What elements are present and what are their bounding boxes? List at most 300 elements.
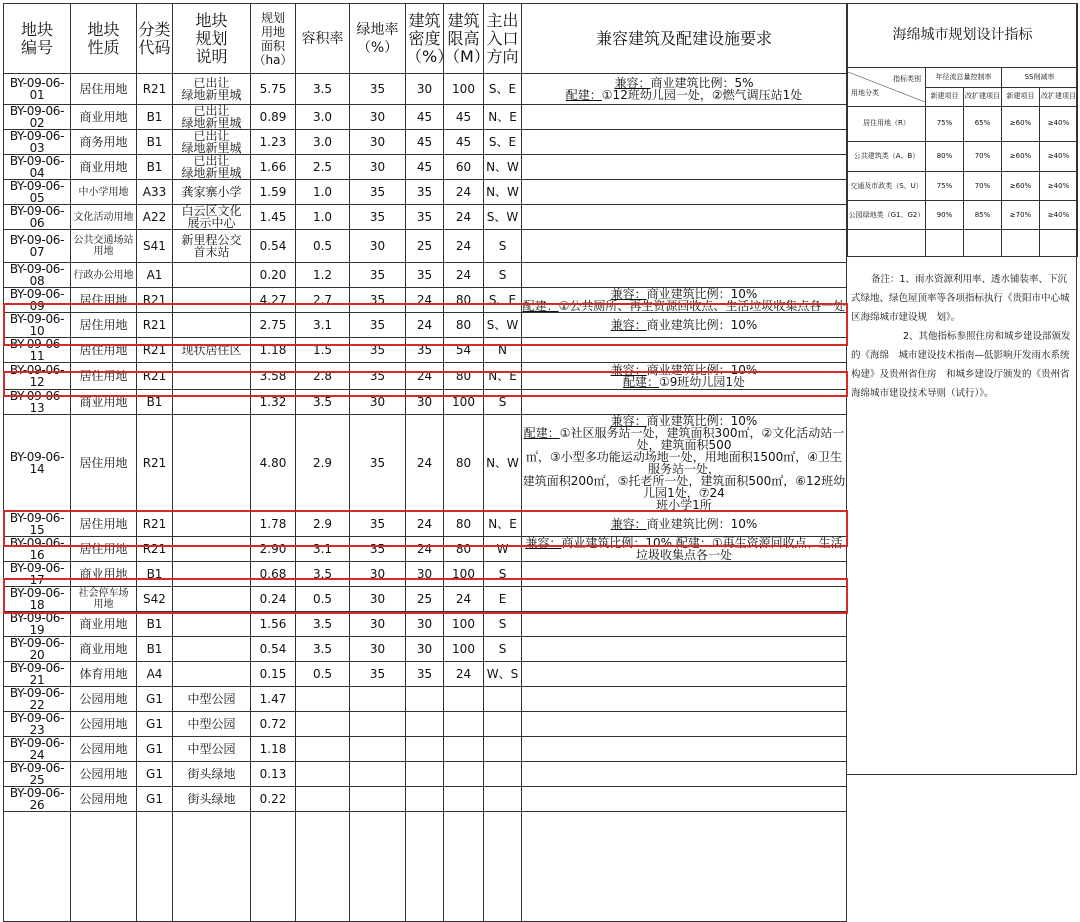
header-green: 绿地率 （%） bbox=[350, 4, 406, 74]
green-ratio: 35 bbox=[350, 363, 406, 390]
height-limit: 24 bbox=[444, 263, 484, 288]
floor-area-ratio: 3.1 bbox=[296, 537, 350, 562]
requirements-cell bbox=[522, 180, 847, 205]
entrance-direction: S bbox=[484, 230, 522, 263]
floor-area-ratio: 0.5 bbox=[296, 587, 350, 612]
entrance-direction bbox=[484, 762, 522, 787]
land-area: 1.23 bbox=[251, 130, 296, 155]
land-nature: 居住用地 bbox=[71, 288, 137, 313]
sub-header: 新建项目 bbox=[926, 87, 964, 106]
land-nature: 公园用地 bbox=[71, 787, 137, 812]
building-density: 25 bbox=[406, 587, 444, 612]
parcel-code: BY-09-06-01 bbox=[4, 74, 71, 105]
parcel-code: BY-09-06-09 bbox=[4, 288, 71, 313]
height-limit bbox=[444, 712, 484, 737]
height-limit: 24 bbox=[444, 230, 484, 263]
land-area: 0.15 bbox=[251, 662, 296, 687]
requirement-line: 兼容：商业建筑比例：10% bbox=[610, 287, 758, 301]
parcel-code: BY-09-06-06 bbox=[4, 205, 71, 230]
plan-description bbox=[173, 313, 251, 338]
requirements-cell bbox=[522, 338, 847, 363]
requirements-cell bbox=[522, 562, 847, 587]
sponge-empty-cell bbox=[964, 229, 1002, 256]
green-ratio bbox=[350, 712, 406, 737]
parcel-code: BY-09-06-22 bbox=[4, 687, 71, 712]
table-row bbox=[4, 787, 847, 812]
sponge-cell: 85% bbox=[964, 201, 1002, 229]
plan-description bbox=[173, 537, 251, 562]
floor-area-ratio: 2.8 bbox=[296, 363, 350, 390]
plan-description: 已出让 绿地新里城 bbox=[173, 74, 251, 105]
floor-area-ratio: 2.9 bbox=[296, 415, 350, 512]
floor-area-ratio: 3.5 bbox=[296, 612, 350, 637]
requirements-cell bbox=[522, 313, 847, 338]
class-code: G1 bbox=[137, 687, 173, 712]
header-height: 建筑 限高 （M） bbox=[444, 4, 484, 74]
land-nature: 居住用地 bbox=[71, 313, 137, 338]
land-area: 0.13 bbox=[251, 762, 296, 787]
empty-row bbox=[4, 812, 847, 922]
table-row bbox=[4, 288, 847, 313]
floor-area-ratio bbox=[296, 687, 350, 712]
sponge-cell: ≥60% bbox=[1002, 171, 1040, 200]
empty-cell bbox=[173, 812, 251, 922]
land-area: 1.18 bbox=[251, 338, 296, 363]
requirement-line: 兼容：商业建筑比例：10% bbox=[610, 414, 758, 428]
green-ratio: 35 bbox=[350, 180, 406, 205]
table-row bbox=[4, 537, 847, 562]
floor-area-ratio: 1.0 bbox=[296, 205, 350, 230]
sponge-cell: 70% bbox=[964, 171, 1002, 200]
plan-description bbox=[173, 612, 251, 637]
requirement-line: 兼容：商业建筑比例：10% 配建：①再生资源回收点、生活垃圾收集点各一处 bbox=[525, 536, 843, 562]
note-paragraph-2: 2、其他指标参照住房和城乡建设部颁发的《海绵 城市建设技术指南—低影响开发雨水系统构建》及贵州省住房 和城乡建设厅颁发的《贵州省海绵城市建设技术导则（试行）》。 bbox=[851, 331, 1071, 399]
class-code: R21 bbox=[137, 313, 173, 338]
land-area: 0.22 bbox=[251, 787, 296, 812]
table-header-row bbox=[4, 4, 847, 74]
sponge-cell: ≥40% bbox=[1040, 141, 1078, 171]
class-code: B1 bbox=[137, 562, 173, 587]
land-area: 1.18 bbox=[251, 737, 296, 762]
entrance-direction: N、E bbox=[484, 512, 522, 537]
class-code: B1 bbox=[137, 637, 173, 662]
building-density: 45 bbox=[406, 130, 444, 155]
land-nature: 商业用地 bbox=[71, 155, 137, 180]
land-area: 4.80 bbox=[251, 415, 296, 512]
table-row bbox=[4, 415, 847, 512]
land-area: 1.47 bbox=[251, 687, 296, 712]
plan-description: 中型公园 bbox=[173, 737, 251, 762]
green-ratio: 35 bbox=[350, 288, 406, 313]
land-nature: 公园用地 bbox=[71, 712, 137, 737]
land-nature: 居住用地 bbox=[71, 338, 137, 363]
class-code: B1 bbox=[137, 612, 173, 637]
diag-bottom-label: 用地分类 bbox=[851, 88, 879, 97]
parcel-code: BY-09-06-11 bbox=[4, 338, 71, 363]
sponge-row-name: 公园绿地类（G1、G2） bbox=[848, 201, 926, 229]
height-limit: 24 bbox=[444, 587, 484, 612]
note-paragraph-1: 备注：1、雨水资源利用率、透水铺装率、下沉式绿地、绿色屋顶率等各项指标执行《贵阳市中心城区海绵城市建设规 划》。 bbox=[851, 274, 1070, 323]
requirement-line: 配建：①社区服务站一处，建筑面积300㎡，②文化活动站一处，建筑面积500 bbox=[523, 426, 845, 452]
empty-cell bbox=[444, 812, 484, 922]
floor-area-ratio bbox=[296, 737, 350, 762]
building-density: 35 bbox=[406, 662, 444, 687]
table-row bbox=[4, 205, 847, 230]
plan-description: 龚家寨小学 bbox=[173, 180, 251, 205]
parcel-code: BY-09-06-26 bbox=[4, 787, 71, 812]
sponge-empty-cell bbox=[926, 229, 964, 256]
parcel-code: BY-09-06-16 bbox=[4, 537, 71, 562]
land-nature: 居住用地 bbox=[71, 537, 137, 562]
table-row bbox=[4, 105, 847, 130]
land-area: 4.27 bbox=[251, 288, 296, 313]
floor-area-ratio: 2.5 bbox=[296, 155, 350, 180]
sponge-cell: 90% bbox=[926, 201, 964, 229]
requirements-cell bbox=[522, 363, 847, 390]
requirement-prefix: 兼容： bbox=[614, 76, 651, 90]
plan-description: 已出让 绿地新里城 bbox=[173, 130, 251, 155]
green-ratio: 30 bbox=[350, 637, 406, 662]
class-code: G1 bbox=[137, 762, 173, 787]
green-ratio: 35 bbox=[350, 74, 406, 105]
building-density: 24 bbox=[406, 313, 444, 338]
header-requirements: 兼容建筑及配建设施要求 bbox=[522, 4, 847, 74]
green-ratio bbox=[350, 737, 406, 762]
entrance-direction: S、E bbox=[484, 74, 522, 105]
height-limit bbox=[444, 787, 484, 812]
floor-area-ratio: 3.5 bbox=[296, 390, 350, 415]
building-density bbox=[406, 787, 444, 812]
requirements-cell bbox=[522, 787, 847, 812]
requirement-line: 兼容：商业建筑比例：10% bbox=[610, 363, 758, 377]
requirements-cell bbox=[522, 587, 847, 612]
green-ratio: 30 bbox=[350, 105, 406, 130]
height-limit: 45 bbox=[444, 105, 484, 130]
class-code: G1 bbox=[137, 787, 173, 812]
land-nature: 中小学用地 bbox=[71, 180, 137, 205]
green-ratio bbox=[350, 762, 406, 787]
requirement-prefix: 兼容： bbox=[610, 414, 647, 428]
entrance-direction: S bbox=[484, 612, 522, 637]
plan-description bbox=[173, 562, 251, 587]
requirement-line: 建筑面积200㎡，⑤托老所一处，建筑面积500㎡，⑥12班幼儿园1处，⑦24 bbox=[522, 474, 846, 500]
plan-description bbox=[173, 263, 251, 288]
sponge-city-table bbox=[847, 3, 1078, 257]
entrance-direction: S bbox=[484, 390, 522, 415]
plan-description bbox=[173, 363, 251, 390]
class-code: B1 bbox=[137, 105, 173, 130]
table-row bbox=[4, 180, 847, 205]
requirement-line: ㎡，③小型多功能运动场地一处，用地面积1500㎡，④卫生服务站一处， bbox=[525, 450, 843, 476]
land-area: 5.75 bbox=[251, 74, 296, 105]
entrance-direction: N、E bbox=[484, 363, 522, 390]
table-row bbox=[4, 338, 847, 363]
parcel-code: BY-09-06-12 bbox=[4, 363, 71, 390]
table-row bbox=[4, 637, 847, 662]
land-nature: 行政办公用地 bbox=[71, 263, 137, 288]
land-area: 0.54 bbox=[251, 637, 296, 662]
sponge-row-name: 居住用地（R） bbox=[848, 106, 926, 141]
sponge-empty-cell bbox=[1040, 229, 1078, 256]
building-density: 30 bbox=[406, 612, 444, 637]
table-row bbox=[4, 155, 847, 180]
requirements-cell bbox=[522, 612, 847, 637]
sponge-cell: 80% bbox=[926, 141, 964, 171]
requirement-prefix: 兼容： bbox=[525, 536, 562, 550]
class-code: B1 bbox=[137, 155, 173, 180]
floor-area-ratio: 3.5 bbox=[296, 562, 350, 587]
sponge-empty-cell bbox=[1002, 229, 1040, 256]
requirement-prefix: 兼容： bbox=[610, 318, 647, 332]
land-area: 1.78 bbox=[251, 512, 296, 537]
requirement-prefix: 兼容： bbox=[610, 517, 647, 531]
plan-description: 中型公园 bbox=[173, 712, 251, 737]
class-code: R21 bbox=[137, 288, 173, 313]
floor-area-ratio: 0.5 bbox=[296, 230, 350, 263]
building-density bbox=[406, 737, 444, 762]
class-code: R21 bbox=[137, 338, 173, 363]
plan-description bbox=[173, 288, 251, 313]
plan-description bbox=[173, 662, 251, 687]
group-ss-reduction: SS削减率 bbox=[1002, 68, 1078, 88]
height-limit: 100 bbox=[444, 562, 484, 587]
requirements-cell bbox=[522, 74, 847, 105]
empty-cell bbox=[4, 812, 71, 922]
floor-area-ratio: 3.5 bbox=[296, 74, 350, 105]
green-ratio: 30 bbox=[350, 612, 406, 637]
height-limit: 100 bbox=[444, 612, 484, 637]
plan-description: 新里程公交 首末站 bbox=[173, 230, 251, 263]
sponge-cell: ≥60% bbox=[1002, 106, 1040, 141]
land-area: 0.24 bbox=[251, 587, 296, 612]
land-area: 1.66 bbox=[251, 155, 296, 180]
entrance-direction: N、W bbox=[484, 415, 522, 512]
diag-top-label: 指标类别 bbox=[893, 74, 921, 83]
class-code: R21 bbox=[137, 537, 173, 562]
requirement-line: 配建：①9班幼儿园1处 bbox=[622, 375, 746, 389]
requirement-prefix: 配建： bbox=[565, 88, 602, 102]
building-density: 24 bbox=[406, 363, 444, 390]
building-density: 35 bbox=[406, 205, 444, 230]
height-limit: 80 bbox=[444, 288, 484, 313]
parcel-code: BY-09-06-19 bbox=[4, 612, 71, 637]
height-limit: 80 bbox=[444, 313, 484, 338]
empty-cell bbox=[251, 812, 296, 922]
land-nature: 商业用地 bbox=[71, 390, 137, 415]
building-density: 35 bbox=[406, 263, 444, 288]
table-row bbox=[4, 612, 847, 637]
table-row bbox=[4, 230, 847, 263]
header-code: 地块 编号 bbox=[4, 4, 71, 74]
entrance-direction: S、W bbox=[484, 205, 522, 230]
parcel-code: BY-09-06-17 bbox=[4, 562, 71, 587]
parcel-code: BY-09-06-13 bbox=[4, 390, 71, 415]
sponge-cell: ≥40% bbox=[1040, 171, 1078, 200]
floor-area-ratio: 3.1 bbox=[296, 313, 350, 338]
land-area: 0.68 bbox=[251, 562, 296, 587]
entrance-direction: S、E bbox=[484, 288, 522, 313]
empty-cell bbox=[484, 812, 522, 922]
height-limit: 60 bbox=[444, 155, 484, 180]
requirement-line: 兼容：商业建筑比例：10% bbox=[610, 318, 758, 332]
land-nature: 商业用地 bbox=[71, 612, 137, 637]
header-far: 容积率 bbox=[296, 4, 350, 74]
requirements-cell bbox=[522, 662, 847, 687]
land-nature: 居住用地 bbox=[71, 363, 137, 390]
plan-description: 已出让 绿地新里城 bbox=[173, 155, 251, 180]
parcel-code: BY-09-06-23 bbox=[4, 712, 71, 737]
requirements-cell bbox=[522, 537, 847, 562]
entrance-direction bbox=[484, 737, 522, 762]
floor-area-ratio bbox=[296, 787, 350, 812]
class-code: R21 bbox=[137, 363, 173, 390]
green-ratio: 35 bbox=[350, 205, 406, 230]
land-nature: 商业用地 bbox=[71, 637, 137, 662]
entrance-direction: E bbox=[484, 587, 522, 612]
entrance-direction: S bbox=[484, 263, 522, 288]
table-row bbox=[4, 587, 847, 612]
parcel-code: BY-09-06-15 bbox=[4, 512, 71, 537]
sub-header: 新建项目 bbox=[1002, 87, 1040, 106]
class-code: A4 bbox=[137, 662, 173, 687]
parcel-code: BY-09-06-07 bbox=[4, 230, 71, 263]
floor-area-ratio bbox=[296, 712, 350, 737]
sponge-cell: ≥40% bbox=[1040, 106, 1078, 141]
requirements-cell bbox=[522, 637, 847, 662]
green-ratio: 35 bbox=[350, 537, 406, 562]
class-code: R21 bbox=[137, 74, 173, 105]
green-ratio bbox=[350, 687, 406, 712]
land-area: 1.45 bbox=[251, 205, 296, 230]
green-ratio: 35 bbox=[350, 313, 406, 338]
header-entry: 主出 入口 方向 bbox=[484, 4, 522, 74]
group-annual-runoff: 年径流总量控制率 bbox=[926, 68, 1002, 88]
sponge-empty-cell bbox=[848, 229, 926, 256]
header-area: 规划 用地 面积 （ha） bbox=[251, 4, 296, 74]
sponge-cell: 65% bbox=[964, 106, 1002, 141]
class-code: A1 bbox=[137, 263, 173, 288]
table-row bbox=[4, 662, 847, 687]
building-density: 30 bbox=[406, 390, 444, 415]
requirements-cell bbox=[522, 415, 847, 512]
floor-area-ratio: 0.5 bbox=[296, 662, 350, 687]
requirements-cell bbox=[522, 712, 847, 737]
plan-description: 现状居住区 bbox=[173, 338, 251, 363]
land-area: 2.90 bbox=[251, 537, 296, 562]
empty-cell bbox=[71, 812, 137, 922]
building-density: 25 bbox=[406, 230, 444, 263]
entrance-direction: W、S bbox=[484, 662, 522, 687]
sponge-cell: 75% bbox=[926, 106, 964, 141]
floor-area-ratio: 2.9 bbox=[296, 512, 350, 537]
requirement-line: 配建：①12班幼儿园一处，②燃气调压站1处 bbox=[565, 88, 803, 102]
land-nature: 居住用地 bbox=[71, 74, 137, 105]
table-row bbox=[4, 74, 847, 105]
plan-description bbox=[173, 587, 251, 612]
land-area: 0.54 bbox=[251, 230, 296, 263]
height-limit bbox=[444, 687, 484, 712]
height-limit: 80 bbox=[444, 363, 484, 390]
height-limit: 24 bbox=[444, 180, 484, 205]
header-class: 分类 代码 bbox=[137, 4, 173, 74]
sponge-title: 海绵城市规划设计指标 bbox=[848, 4, 1078, 68]
parcel-code: BY-09-06-02 bbox=[4, 105, 71, 130]
requirements-cell bbox=[522, 687, 847, 712]
land-area: 3.58 bbox=[251, 363, 296, 390]
land-area: 0.20 bbox=[251, 263, 296, 288]
class-code: R21 bbox=[137, 512, 173, 537]
entrance-direction bbox=[484, 787, 522, 812]
table-row bbox=[4, 762, 847, 787]
parcel-code: BY-09-06-03 bbox=[4, 130, 71, 155]
header-desc: 地块 规划 说明 bbox=[173, 4, 251, 74]
class-code: G1 bbox=[137, 712, 173, 737]
height-limit bbox=[444, 762, 484, 787]
floor-area-ratio: 2.7 bbox=[296, 288, 350, 313]
building-density: 45 bbox=[406, 105, 444, 130]
class-code: A33 bbox=[137, 180, 173, 205]
empty-cell bbox=[406, 812, 444, 922]
floor-area-ratio bbox=[296, 762, 350, 787]
entrance-direction: S bbox=[484, 637, 522, 662]
class-code: B1 bbox=[137, 390, 173, 415]
plan-description: 街头绿地 bbox=[173, 762, 251, 787]
empty-cell bbox=[137, 812, 173, 922]
table-row bbox=[4, 687, 847, 712]
requirements-cell bbox=[522, 155, 847, 180]
building-density bbox=[406, 762, 444, 787]
land-area: 1.56 bbox=[251, 612, 296, 637]
green-ratio: 30 bbox=[350, 587, 406, 612]
land-nature: 社会停车场 用地 bbox=[71, 587, 137, 612]
height-limit: 45 bbox=[444, 130, 484, 155]
land-nature: 体育用地 bbox=[71, 662, 137, 687]
entrance-direction: S、E bbox=[484, 130, 522, 155]
building-density: 24 bbox=[406, 288, 444, 313]
green-ratio: 30 bbox=[350, 230, 406, 263]
requirement-prefix: 兼容： bbox=[610, 287, 647, 301]
table-row bbox=[4, 737, 847, 762]
floor-area-ratio: 3.5 bbox=[296, 637, 350, 662]
parcel-code: BY-09-06-20 bbox=[4, 637, 71, 662]
building-density: 24 bbox=[406, 415, 444, 512]
requirement-line: 配建：①公共厕所、再生资源回收点、生活垃圾收集点各一处 bbox=[522, 299, 846, 313]
entrance-direction: S bbox=[484, 562, 522, 587]
green-ratio: 35 bbox=[350, 415, 406, 512]
requirement-prefix: 配建： bbox=[622, 375, 659, 389]
requirements-cell bbox=[522, 737, 847, 762]
requirements-cell bbox=[522, 288, 847, 313]
requirements-cell bbox=[522, 390, 847, 415]
height-limit bbox=[444, 737, 484, 762]
plan-description: 已出让 绿地新里城 bbox=[173, 105, 251, 130]
sub-header: 改扩建项目 bbox=[1040, 87, 1078, 106]
sponge-row-name: 交通及市政类（S、U） bbox=[848, 171, 926, 200]
class-code: S42 bbox=[137, 587, 173, 612]
height-limit: 100 bbox=[444, 637, 484, 662]
land-nature: 商务用地 bbox=[71, 130, 137, 155]
parcel-code: BY-09-06-21 bbox=[4, 662, 71, 687]
sub-header: 改扩建项目 bbox=[964, 87, 1002, 106]
requirement-line: 兼容：商业建筑比例：5% bbox=[614, 76, 754, 90]
table-row bbox=[4, 512, 847, 537]
land-area: 1.32 bbox=[251, 390, 296, 415]
sponge-cell: 70% bbox=[964, 141, 1002, 171]
plan-description bbox=[173, 512, 251, 537]
plan-description: 中型公园 bbox=[173, 687, 251, 712]
floor-area-ratio: 1.5 bbox=[296, 338, 350, 363]
requirement-line: 兼容：商业建筑比例：10% bbox=[610, 517, 758, 531]
